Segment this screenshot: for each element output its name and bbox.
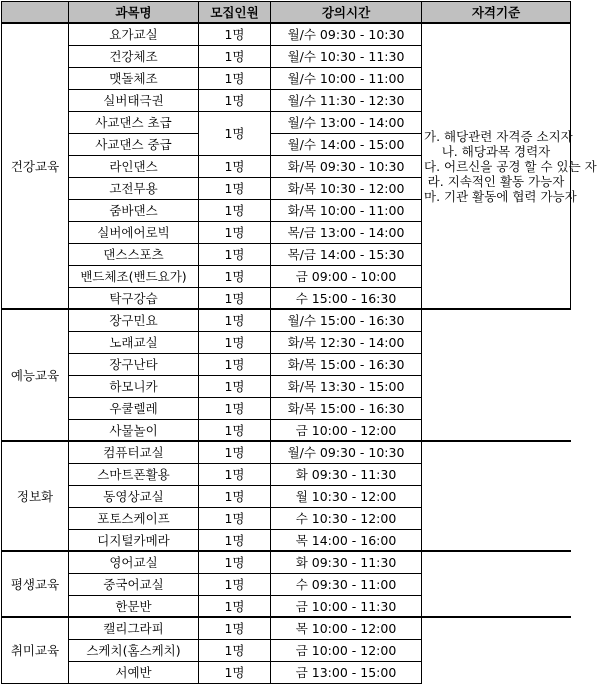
subject-cell: 라인댄스 bbox=[69, 155, 199, 177]
time-cell: 금 13:00 - 15:00 bbox=[271, 661, 422, 683]
table-row bbox=[2, 485, 571, 507]
header-capacity: 모집인원 bbox=[199, 2, 271, 24]
time-cell: 금 10:00 - 11:30 bbox=[271, 595, 422, 617]
capacity-cell: 1명 bbox=[199, 441, 271, 463]
capacity-cell: 1명 bbox=[199, 639, 271, 661]
category-cell: 평생교육 bbox=[2, 551, 69, 617]
capacity-cell: 1명 bbox=[199, 375, 271, 397]
capacity-cell: 1명 bbox=[199, 463, 271, 485]
time-cell: 목/금 13:00 - 14:00 bbox=[271, 221, 422, 243]
capacity-cell: 1명 bbox=[199, 353, 271, 375]
time-cell: 월/수 11:30 - 12:30 bbox=[271, 89, 422, 111]
table-row bbox=[2, 573, 571, 595]
capacity-cell: 1명 bbox=[199, 485, 271, 507]
capacity-cell: 1명 bbox=[199, 89, 271, 111]
capacity-cell: 1명 bbox=[199, 199, 271, 221]
capacity-cell: 1명 bbox=[199, 155, 271, 177]
subject-cell: 서예반 bbox=[69, 661, 199, 683]
table-row bbox=[2, 23, 571, 45]
subject-cell: 실버에어로빅 bbox=[69, 221, 199, 243]
capacity-cell: 1명 bbox=[199, 661, 271, 683]
criteria-item: 라. 지속적인 활동 가능자 bbox=[427, 173, 565, 189]
time-cell: 금 10:00 - 12:00 bbox=[271, 639, 422, 661]
subject-cell: 밴드체조(밴드요가) bbox=[69, 265, 199, 287]
capacity-cell: 1명 bbox=[199, 617, 271, 639]
capacity-cell: 1명 bbox=[199, 397, 271, 419]
time-cell: 화/목 15:00 - 16:30 bbox=[271, 353, 422, 375]
time-cell: 목 14:00 - 16:00 bbox=[271, 529, 422, 551]
time-cell: 화 09:30 - 11:30 bbox=[271, 463, 422, 485]
capacity-cell: 1명 bbox=[199, 309, 271, 331]
subject-cell: 동영상교실 bbox=[69, 485, 199, 507]
subject-cell: 영어교실 bbox=[69, 551, 199, 573]
time-cell: 화/목 10:00 - 11:00 bbox=[271, 199, 422, 221]
capacity-cell: 1명 bbox=[199, 595, 271, 617]
capacity-cell: 1명 bbox=[199, 265, 271, 287]
capacity-cell: 1명 bbox=[199, 23, 271, 45]
time-cell: 수 15:00 - 16:30 bbox=[271, 287, 422, 309]
table-row bbox=[2, 441, 571, 463]
subject-cell: 고전무용 bbox=[69, 177, 199, 199]
subject-cell: 포토스케이프 bbox=[69, 507, 199, 529]
header-time: 강의시간 bbox=[271, 2, 422, 24]
subject-cell: 장구난타 bbox=[69, 353, 199, 375]
capacity-cell: 1명 bbox=[199, 331, 271, 353]
table-row bbox=[2, 331, 571, 353]
subject-cell: 우쿨렐레 bbox=[69, 397, 199, 419]
subject-cell: 스마트폰활용 bbox=[69, 463, 199, 485]
subject-cell: 사물놀이 bbox=[69, 419, 199, 441]
group-0 bbox=[2, 23, 597, 309]
table-row bbox=[2, 353, 571, 375]
subject-cell: 요가교실 bbox=[69, 23, 199, 45]
header-criteria: 자격기준 bbox=[422, 2, 571, 24]
capacity-cell: 1명 bbox=[199, 67, 271, 89]
group-1 bbox=[2, 309, 571, 441]
time-cell: 월/수 10:30 - 11:30 bbox=[271, 45, 422, 67]
group-2 bbox=[2, 441, 571, 551]
table-row bbox=[2, 661, 571, 683]
capacity-cell: 1명 bbox=[199, 111, 271, 155]
capacity-cell: 1명 bbox=[199, 507, 271, 529]
time-cell: 월/수 09:30 - 10:30 bbox=[271, 23, 422, 45]
subject-cell: 디지털카메라 bbox=[69, 529, 199, 551]
subject-cell: 캘리그라피 bbox=[69, 617, 199, 639]
category-cell: 취미교육 bbox=[2, 617, 69, 683]
category-cell: 정보화 bbox=[2, 441, 69, 551]
header-subject: 과목명 bbox=[69, 2, 199, 24]
time-cell: 월/수 15:00 - 16:30 bbox=[271, 309, 422, 331]
capacity-cell: 1명 bbox=[199, 573, 271, 595]
time-cell: 목/금 14:00 - 15:30 bbox=[271, 243, 422, 265]
capacity-cell: 1명 bbox=[199, 551, 271, 573]
criteria-item: 나. 해당과목 경력자 bbox=[441, 143, 551, 159]
time-cell: 월/수 14:00 - 15:00 bbox=[271, 133, 422, 155]
subject-cell: 사교댄스 초급 bbox=[69, 111, 199, 133]
table-row bbox=[2, 375, 571, 397]
time-cell: 화/목 09:30 - 10:30 bbox=[271, 155, 422, 177]
capacity-cell: 1명 bbox=[199, 287, 271, 309]
criteria-cell bbox=[422, 23, 597, 309]
table-row bbox=[2, 309, 571, 331]
time-cell: 금 09:00 - 10:00 bbox=[271, 265, 422, 287]
table-row bbox=[2, 419, 571, 441]
subject-cell: 실버태극권 bbox=[69, 89, 199, 111]
subject-cell: 댄스스포츠 bbox=[69, 243, 199, 265]
category-cell: 예능교육 bbox=[2, 309, 69, 441]
time-cell: 월 10:30 - 12:00 bbox=[271, 485, 422, 507]
subject-cell: 중국어교실 bbox=[69, 573, 199, 595]
subject-cell: 맷돌체조 bbox=[69, 67, 199, 89]
time-cell: 화/목 13:30 - 15:00 bbox=[271, 375, 422, 397]
table-row bbox=[2, 397, 571, 419]
header-row bbox=[2, 2, 571, 24]
table-row bbox=[2, 463, 571, 485]
capacity-cell: 1명 bbox=[199, 177, 271, 199]
category-cell: 건강교육 bbox=[2, 23, 69, 309]
time-cell: 목 10:00 - 12:00 bbox=[271, 617, 422, 639]
header-empty bbox=[2, 2, 69, 24]
time-cell: 월/수 13:00 - 14:00 bbox=[271, 111, 422, 133]
subject-cell: 노래교실 bbox=[69, 331, 199, 353]
criteria-item: 다. 어르신을 공경 할 수 있는 자 bbox=[424, 158, 597, 174]
table-row bbox=[2, 639, 571, 661]
time-cell: 월/수 09:30 - 10:30 bbox=[271, 441, 422, 463]
capacity-cell: 1명 bbox=[199, 45, 271, 67]
schedule-table bbox=[1, 1, 597, 684]
subject-cell: 컴퓨터교실 bbox=[69, 441, 199, 463]
subject-cell: 사교댄스 중급 bbox=[69, 133, 199, 155]
capacity-cell: 1명 bbox=[199, 221, 271, 243]
subject-cell: 탁구강습 bbox=[69, 287, 199, 309]
time-cell: 월/수 10:00 - 11:00 bbox=[271, 67, 422, 89]
group-4 bbox=[2, 617, 571, 683]
capacity-cell: 1명 bbox=[199, 243, 271, 265]
subject-cell: 줌바댄스 bbox=[69, 199, 199, 221]
time-cell: 수 09:30 - 11:00 bbox=[271, 573, 422, 595]
table-row bbox=[2, 551, 571, 573]
criteria-item: 마. 기관 활동에 협력 가능자 bbox=[424, 188, 577, 204]
time-cell: 화 09:30 - 11:30 bbox=[271, 551, 422, 573]
time-cell: 화/목 15:00 - 16:30 bbox=[271, 397, 422, 419]
table-row bbox=[2, 507, 571, 529]
time-cell: 화/목 10:30 - 12:00 bbox=[271, 177, 422, 199]
table-row bbox=[2, 617, 571, 639]
subject-cell: 건강체조 bbox=[69, 45, 199, 67]
subject-cell: 장구민요 bbox=[69, 309, 199, 331]
time-cell: 수 10:30 - 12:00 bbox=[271, 507, 422, 529]
group-3 bbox=[2, 551, 571, 617]
subject-cell: 하모니카 bbox=[69, 375, 199, 397]
capacity-cell: 1명 bbox=[199, 529, 271, 551]
time-cell: 금 10:00 - 12:00 bbox=[271, 419, 422, 441]
table-row bbox=[2, 529, 571, 551]
table-row bbox=[2, 595, 571, 617]
time-cell: 화/목 12:30 - 14:00 bbox=[271, 331, 422, 353]
subject-cell: 스케치(홈스케치) bbox=[69, 639, 199, 661]
capacity-cell: 1명 bbox=[199, 419, 271, 441]
subject-cell: 한문반 bbox=[69, 595, 199, 617]
criteria-item: 가. 해당관련 자격증 소지자 bbox=[424, 128, 573, 144]
